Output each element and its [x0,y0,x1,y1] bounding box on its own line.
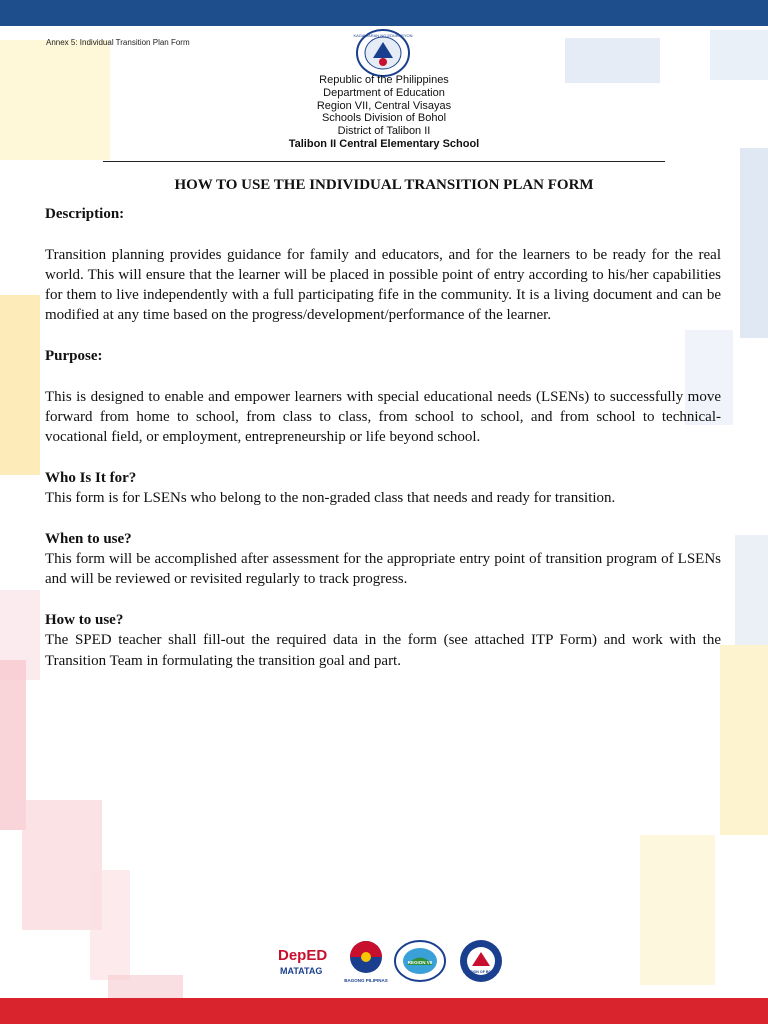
deped-logo-text: DepED [278,947,328,964]
matatag-text: MATATAG [280,966,323,976]
document-header [0,74,768,151]
division-seal-text: DIVISION OF BOHOL [463,970,499,974]
annex-label: Annex 5: Individual Transition Plan Form [46,38,190,47]
purpose-heading: Purpose: [45,348,103,365]
seal-text: KAGAWARAN NG EDUKASYON [353,33,413,38]
decor-tile [0,295,40,475]
decor-tile [735,535,768,645]
purpose-text: This is designed to enable and empower learners with special educational needs (LSENs) to successfully move forward from home to school, from class to class, from school to school, and from school to technical-vocational field, or employment, entrepreneurship or life beyond school. [45,388,721,446]
document-body [45,204,721,671]
header-line: Republic of the Philippines [319,74,449,86]
document-title: HOW TO USE THE INDIVIDUAL TRANSITION PLAN FORM [174,177,594,193]
decor-tile [90,870,130,980]
header-line: Region VII, Central Visayas [316,99,452,112]
how-text: The SPED teacher shall fill-out the required data in the form (see attached ITP Form) and work with the Transition Team in formulating the transition goal and part. [45,632,721,669]
region-vii-seal-icon [393,938,448,984]
bagong-pilipinas-text: BAGONG PILIPINAS [344,978,388,983]
decor-tile [108,975,183,1000]
top-color-bar [0,0,768,26]
how-heading: How to use? [45,611,124,628]
division-bohol-seal-icon [452,938,510,984]
header-line: Department of Education [323,86,445,99]
bagong-pilipinas-logo-icon [341,938,391,984]
description-heading: Description: [45,206,125,222]
region-seal-text: REGION VII [407,960,433,965]
description-text: Transition planning provides guidance for family and educators, and for the learners to be ready for the real world. This will ensure that the learner will be placed in possible point of entry according to his/her capabilities for them to live independently with a full participating fife in the community. It is a living document and can be modified at any time based on the progress/development/performance of the learner. [45,246,721,324]
header-divider [103,161,665,162]
when-text: This form will be accomplished after assessment for the appropriate entry point of transition program of LSENs and will be reviewed or revisited regularly to track progress. [45,551,721,588]
header-line: District of Talibon II [337,125,431,138]
bottom-color-bar [0,998,768,1024]
decor-tile [710,30,768,80]
deped-matatag-logo-icon [276,938,336,984]
deped-seal-icon [346,28,420,78]
who-heading: Who Is It for? [45,469,137,486]
school-name: Talibon II Central Elementary School [288,137,480,150]
header-line: Schools Division of Bohol [321,112,447,125]
decor-tile [640,835,715,985]
who-text: This form is for LSENs who belong to the non-graded class that needs and ready for transition. [45,490,616,507]
when-heading: When to use? [45,530,132,547]
decor-tile [720,645,768,835]
